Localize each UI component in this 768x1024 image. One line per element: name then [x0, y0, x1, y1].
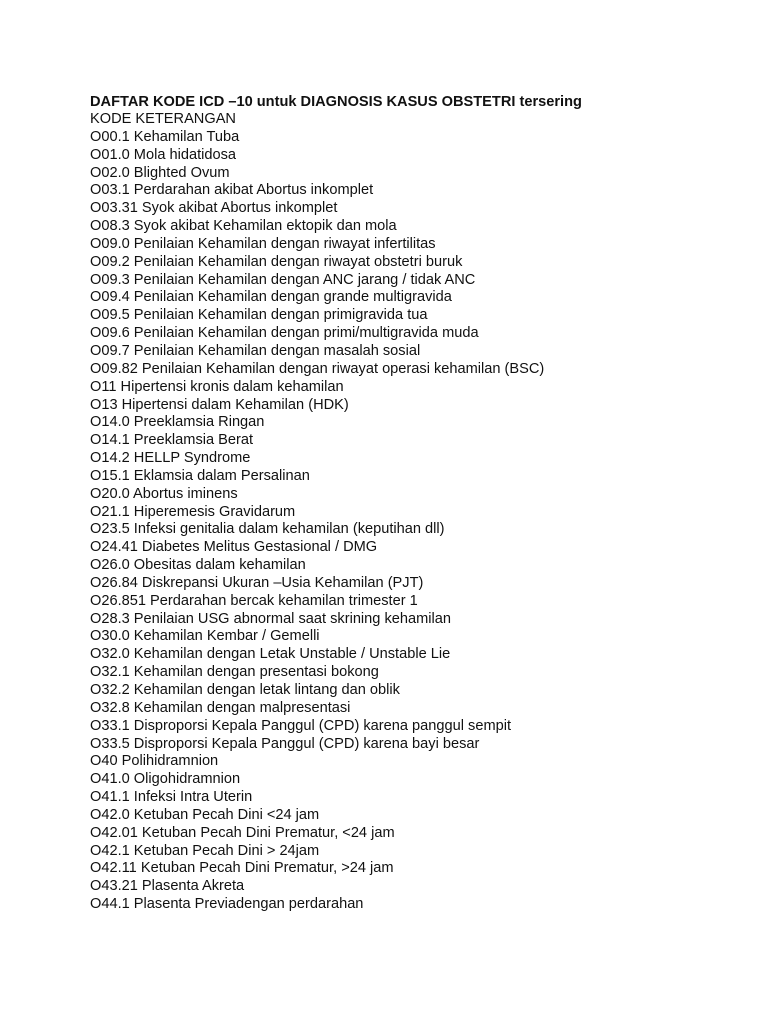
document-title: DAFTAR KODE ICD –10 untuk DIAGNOSIS KASUS OBSTETRI tersering [90, 94, 582, 110]
icd-code-entry: O21.1 Hiperemesis Gravidarum [90, 503, 296, 520]
icd-code-entry: O08.3 Syok akibat Kehamilan ektopik dan mola [90, 218, 397, 235]
icd-code-entry: O40 Polihidramnion [90, 753, 219, 770]
icd-code-entry: O26.851 Perdarahan bercak kehamilan trimester 1 [90, 592, 418, 609]
icd-code-entry: O32.2 Kehamilan dengan letak lintang dan oblik [90, 682, 400, 698]
icd-code-entry: O14.1 Preeklamsia Berat [90, 432, 254, 449]
icd-code-entry: O09.82 Penilaian Kehamilan dengan riwayat operasi kehamilan (BSC) [90, 360, 545, 377]
column-header: KODE KETERANGAN [90, 111, 236, 127]
icd-code-entry: O30.0 Kehamilan Kembar / Gemelli [90, 628, 320, 645]
icd-code-entry: O14.2 HELLP Syndrome [90, 450, 251, 467]
icd-code-entry: O32.8 Kehamilan dengan malpresentasi [90, 699, 351, 716]
icd-code-entry: O09.5 Penilaian Kehamilan dengan primigravida tua [90, 307, 428, 324]
icd-code-entry: O09.7 Penilaian Kehamilan dengan masalah sosial [90, 342, 421, 359]
icd-code-entry: O24.41 Diabetes Melitus Gestasional / DMG [90, 539, 378, 556]
icd-code-entry: O09.6 Penilaian Kehamilan dengan primi/multigravida muda [90, 325, 479, 342]
icd-code-entry: O02.0 Blighted Ovum [90, 164, 230, 181]
icd-code-entry: O42.11 Ketuban Pecah Dini Prematur, >24 jam [90, 860, 394, 877]
icd-code-entry: O14.0 Preeklamsia Ringan [90, 414, 265, 431]
icd-code-entry: O43.21 Plasenta Akreta [90, 878, 245, 895]
icd-code-entry: O28.3 Penilaian USG abnormal saat skrining kehamilan [90, 610, 451, 627]
icd-code-entry: O09.3 Penilaian Kehamilan dengan ANC jarang / tidak ANC [90, 271, 476, 288]
icd-code-entry: O11 Hipertensi kronis dalam kehamilan [90, 378, 344, 395]
icd-code-entry: O32.0 Kehamilan dengan Letak Unstable / Unstable Lie [90, 646, 451, 663]
icd-code-entry: O42.0 Ketuban Pecah Dini <24 jam [90, 806, 320, 823]
icd-code-entry: O03.31 Syok akibat Abortus inkomplet [90, 200, 338, 217]
icd-code-entry: O03.1 Perdarahan akibat Abortus inkomplet [90, 182, 374, 199]
icd-code-entry: O26.0 Obesitas dalam kehamilan [90, 557, 306, 574]
icd-code-entry: O33.1 Disproporsi Kepala Panggul (CPD) karena panggul sempit [90, 717, 512, 734]
icd-code-entry: O13 Hipertensi dalam Kehamilan (HDK) [90, 396, 349, 413]
icd-code-entry: O42.1 Ketuban Pecah Dini > 24jam [90, 842, 320, 859]
icd-code-entry: O26.84 Diskrepansi Ukuran –Usia Kehamilan (PJT) [90, 574, 424, 591]
icd-code-entry: O20.0 Abortus iminens [90, 485, 238, 502]
icd-code-entry: O33.5 Disproporsi Kepala Panggul (CPD) karena bayi besar [90, 735, 480, 752]
icd-code-entry: O00.1 Kehamilan Tuba [90, 128, 240, 145]
icd-code-entry: O09.2 Penilaian Kehamilan dengan riwayat obstetri buruk [90, 253, 463, 270]
icd-code-entry: O32.1 Kehamilan dengan presentasi bokong [90, 664, 379, 681]
icd-code-entry: O23.5 Infeksi genitalia dalam kehamilan (keputihan dll) [90, 521, 445, 538]
icd-code-entry: O15.1 Eklamsia dalam Persalinan [90, 467, 310, 484]
icd-code-entry: O09.4 Penilaian Kehamilan dengan grande multigravida [90, 289, 452, 306]
icd-code-entry: O42.01 Ketuban Pecah Dini Prematur, <24 jam [90, 824, 395, 841]
document-content [90, 93, 750, 914]
icd-code-entry: O44.1 Plasenta Previadengan perdarahan [90, 896, 364, 913]
icd-code-entry: O41.0 Oligohidramnion [90, 771, 241, 788]
icd-code-entry: O41.1 Infeksi Intra Uterin [90, 789, 253, 806]
icd-code-entry: O09.0 Penilaian Kehamilan dengan riwayat infertilitas [90, 235, 436, 252]
icd-code-entry: O01.0 Mola hidatidosa [90, 146, 237, 163]
icd-code-list [90, 129, 750, 914]
